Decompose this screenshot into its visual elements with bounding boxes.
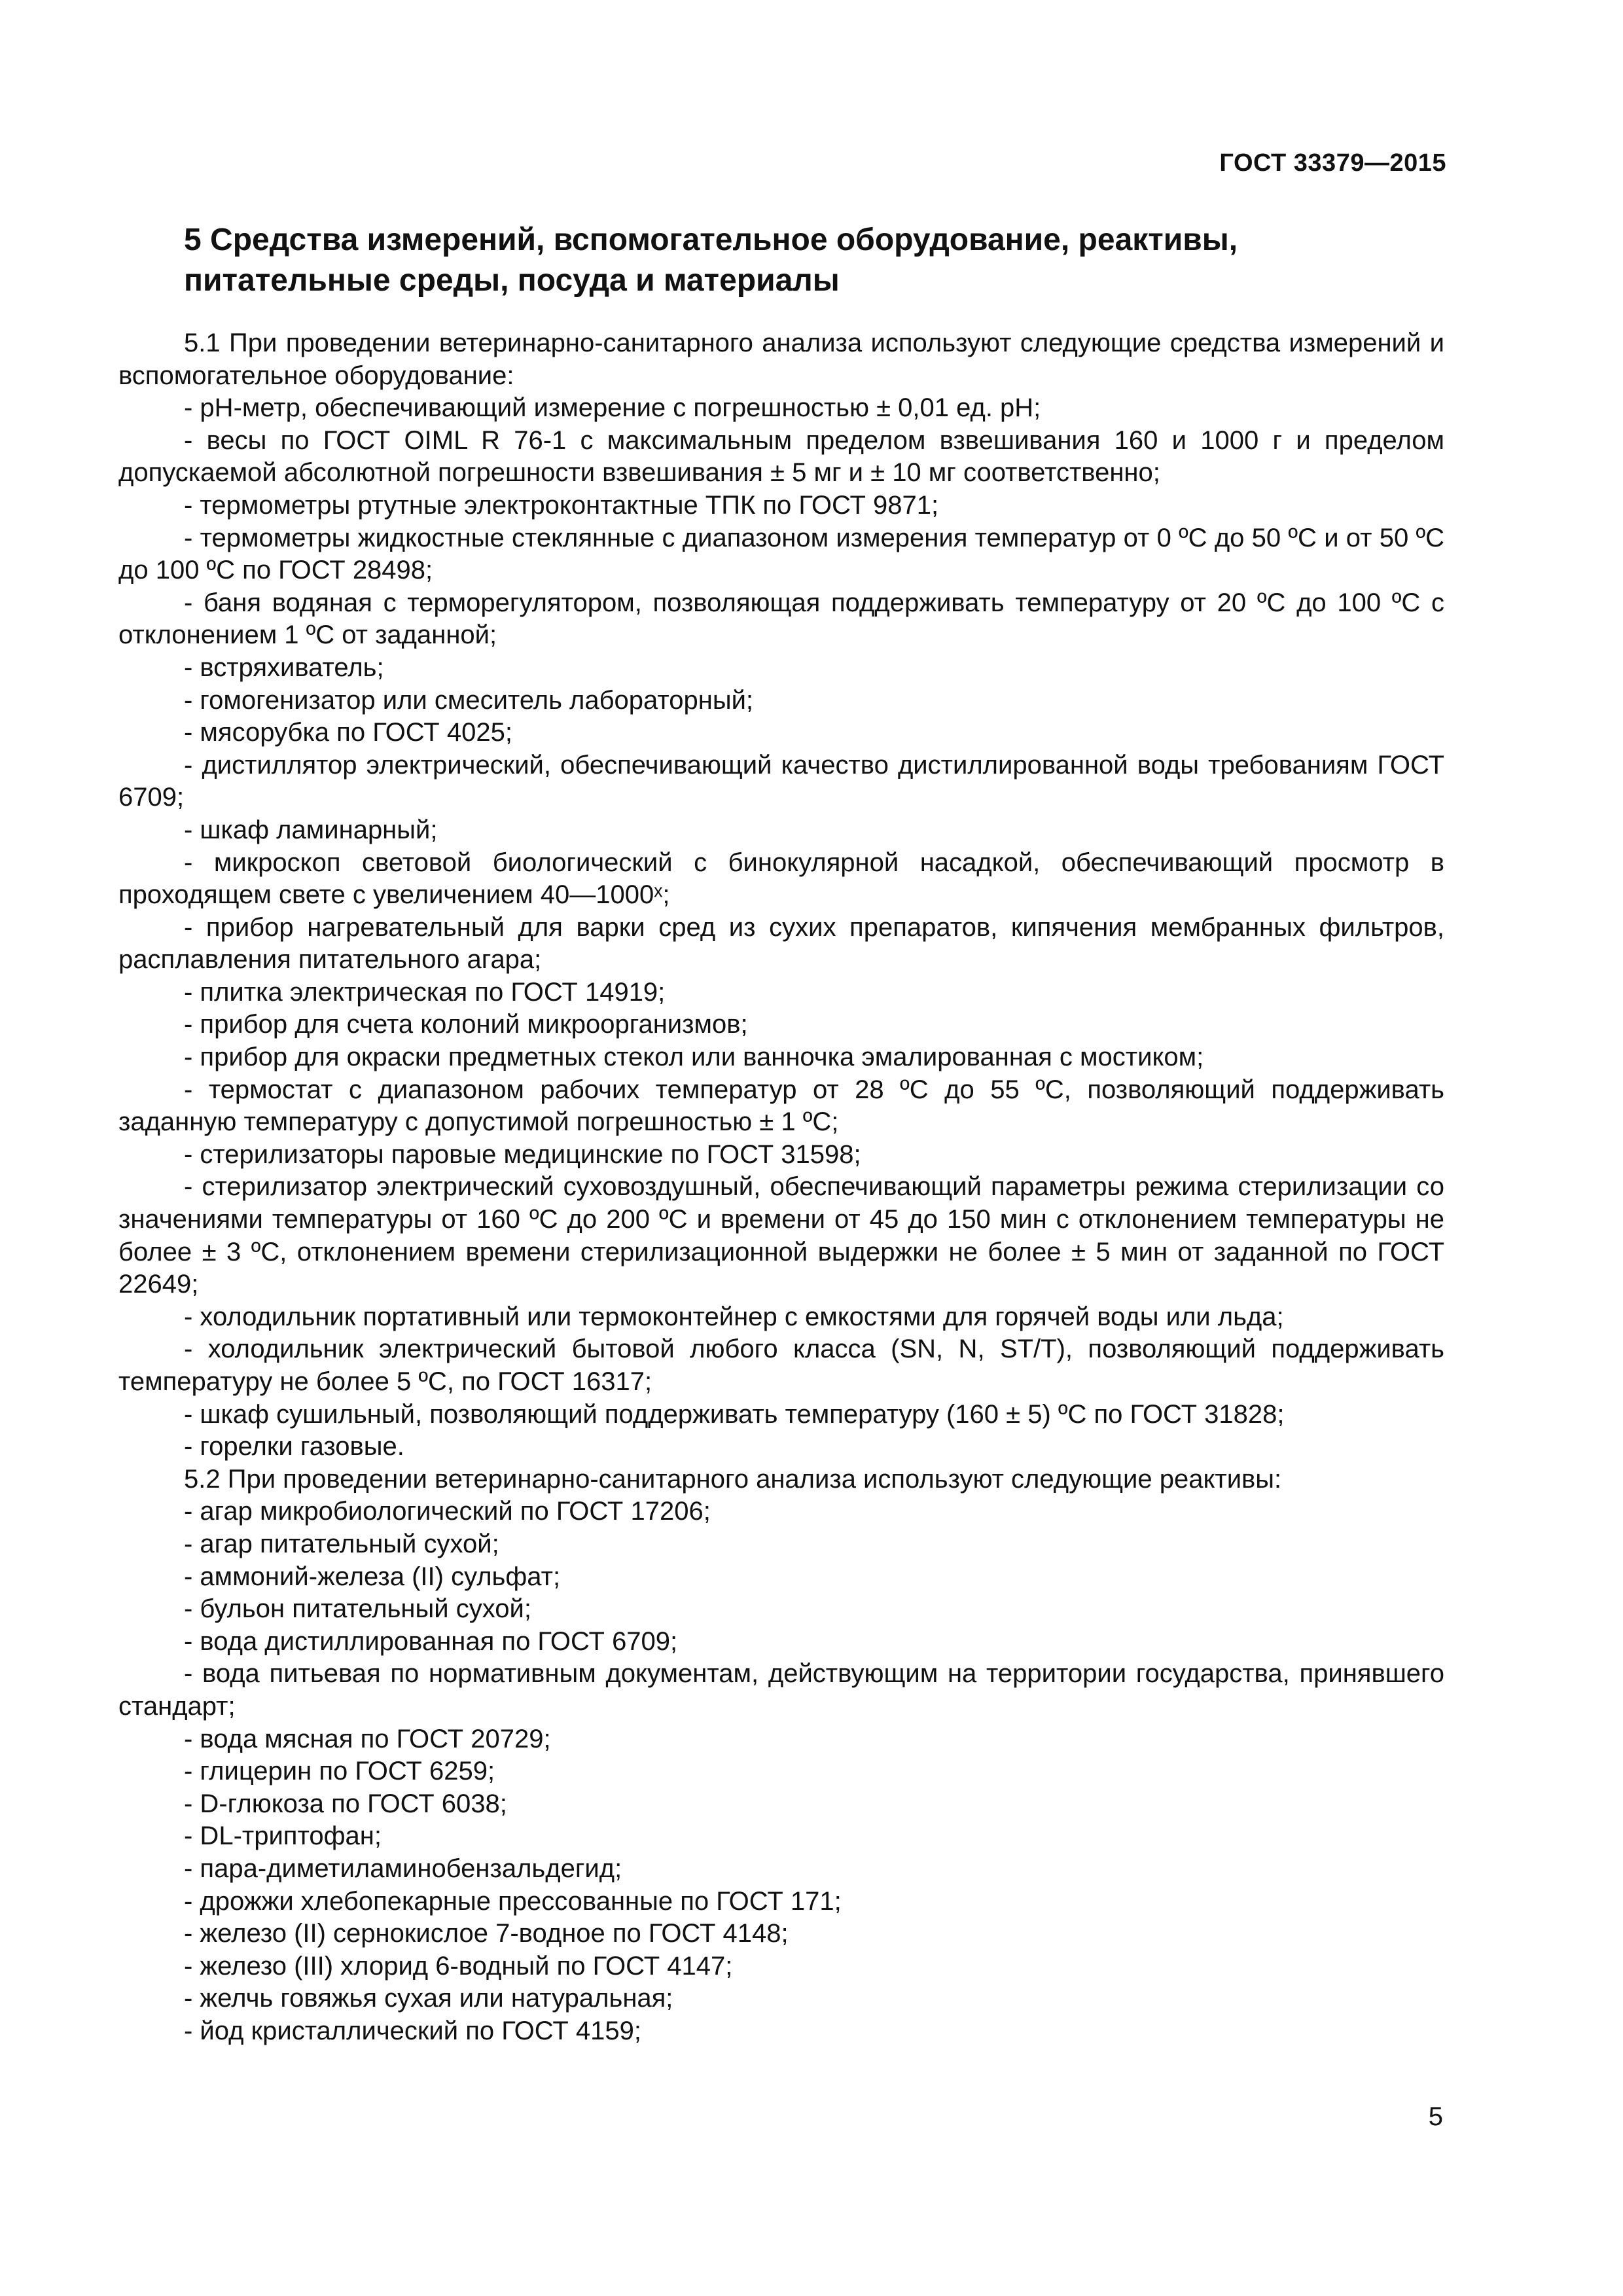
- list-item: - D-глюкоза по ГОСТ 6038;: [184, 1789, 507, 1818]
- list-item: - термометры жидкостные стеклянные с диапазоном измерения температур от 0 ºС до 50 ºС и от 50 ºС до 100 ºС по ГОСТ 28498;: [118, 523, 1444, 585]
- list-item: - бульон питательный сухой;: [184, 1594, 531, 1624]
- list-item: - холодильник портативный или термоконтейнер с емкостями для горячей воды или льда;: [184, 1302, 1284, 1331]
- section-title: [184, 220, 1427, 301]
- list-item: - стерилизатор электрический суховоздушный, обеспечивающий параметры режима стерилизации со значениями температуры от 160 ºС до 200 ºС и времени от 45 до 150 мин с отклонением температуры не более ± 3 ºС, отклонением времени стерилизационной выдержки не более ± 5 мин от заданной по ГОСТ 22649;: [118, 1172, 1444, 1299]
- section-title-line-2: питательные среды, посуда и материалы: [184, 263, 840, 298]
- list-item: - аммоний-железа (II) сульфат;: [184, 1562, 561, 1591]
- list-item: - мясорубка по ГОСТ 4025;: [184, 718, 512, 747]
- list-item: - желчь говяжья сухая или натуральная;: [184, 1984, 673, 2013]
- section-body: [118, 327, 1444, 2047]
- list-item: - прибор нагревательный для варки сред из сухих препаратов, кипячения мембранных фильтров, расплавления питательного агара;: [118, 912, 1444, 975]
- list-item: - стерилизаторы паровые медицинские по ГОСТ 31598;: [184, 1139, 861, 1169]
- list-item: - термостат с диапазоном рабочих температур от 28 ºС до 55 ºС, позволяющий поддерживать заданную температуру с допустимой погрешностью ± 1 ºС;: [118, 1075, 1444, 1137]
- list-item: - железо (III) хлорид 6-водный по ГОСТ 4147;: [184, 1951, 733, 1981]
- document-code-header: ГОСТ 33379—2015: [1219, 149, 1446, 177]
- list-item: - плитка электрическая по ГОСТ 14919;: [184, 977, 666, 1007]
- paragraph-5-1-intro: 5.1 При проведении ветеринарно-санитарного анализа используют следующие средства измерений и вспомогательное оборудование:: [118, 329, 1444, 390]
- list-item: - вода мясная по ГОСТ 20729;: [184, 1724, 551, 1753]
- list-item: - железо (II) сернокислое 7-водное по ГОСТ 4148;: [184, 1919, 789, 1948]
- paragraph-5-2-intro: 5.2 При проведении ветеринарно-санитарного анализа используют следующие реактивы:: [184, 1464, 1282, 1494]
- list-item: - прибор для счета колоний микроорганизмов;: [184, 1010, 748, 1039]
- list-item: - агар микробиологический по ГОСТ 17206;: [184, 1497, 711, 1526]
- list-item: - вода питьевая по нормативным документам, действующим на территории государства, принявшего стандарт;: [118, 1659, 1444, 1721]
- list-item: - холодильник электрический бытовой любого класса (SN, N, ST/T), позволяющий поддерживать температуру не более 5 ºС, по ГОСТ 16317;: [118, 1335, 1444, 1396]
- list-item: - баня водяная с терморегулятором, позволяющая поддерживать температуру от 20 ºС до 100 ºС с отклонением 1 ºС от заданной;: [118, 588, 1444, 650]
- list-item: - термометры ртутные электроконтактные ТПК по ГОСТ 9871;: [184, 490, 939, 520]
- list-item: - агар питательный сухой;: [184, 1529, 499, 1558]
- list-item: - шкаф ламинарный;: [184, 815, 438, 844]
- list-item: - встряхиватель;: [184, 653, 384, 682]
- list-item: - дрожжи хлебопекарные прессованные по ГОСТ 171;: [184, 1886, 842, 1916]
- list-item: - пара-диметиламинобензальдегид;: [184, 1854, 622, 1883]
- list-item: - pH-метр, обеспечивающий измерение с погрешностью ± 0,01 ед. pH;: [184, 393, 1041, 423]
- section-title-line-1: 5 Средства измерений, вспомогательное оборудование, реактивы,: [184, 223, 1238, 257]
- list-item: - весы по ГОСТ OIML R 76-1 с максимальным пределом взвешивания 160 и 1000 г и пределом допускаемой абсолютной погрешности взвешивания ± 5 мг и ± 10 мг соответственно;: [118, 425, 1444, 488]
- list-item: - дистиллятор электрический, обеспечивающий качество дистиллированной воды требованиям ГОСТ 6709;: [118, 750, 1444, 812]
- list-item: - гомогенизатор или смеситель лабораторный;: [184, 685, 754, 715]
- page-number: 5: [1428, 2102, 1443, 2131]
- list-item: - шкаф сушильный, позволяющий поддерживать температуру (160 ± 5) ºС по ГОСТ 31828;: [184, 1399, 1285, 1429]
- list-item: - вода дистиллированная по ГОСТ 6709;: [184, 1626, 678, 1656]
- list-item: - горелки газовые.: [184, 1432, 404, 1462]
- list-item: - йод кристаллический по ГОСТ 4159;: [184, 2016, 641, 2045]
- list-item: - прибор для окраски предметных стекол или ванночка эмалированная с мостиком;: [184, 1043, 1204, 1072]
- list-item: - глицерин по ГОСТ 6259;: [184, 1757, 495, 1786]
- list-item: - DL-триптофан;: [184, 1821, 382, 1851]
- list-item: - микроскоп световой биологический с бинокулярной насадкой, обеспечивающий просмотр в проходящем свете с увеличением 40—1000ˣ;: [118, 848, 1444, 910]
